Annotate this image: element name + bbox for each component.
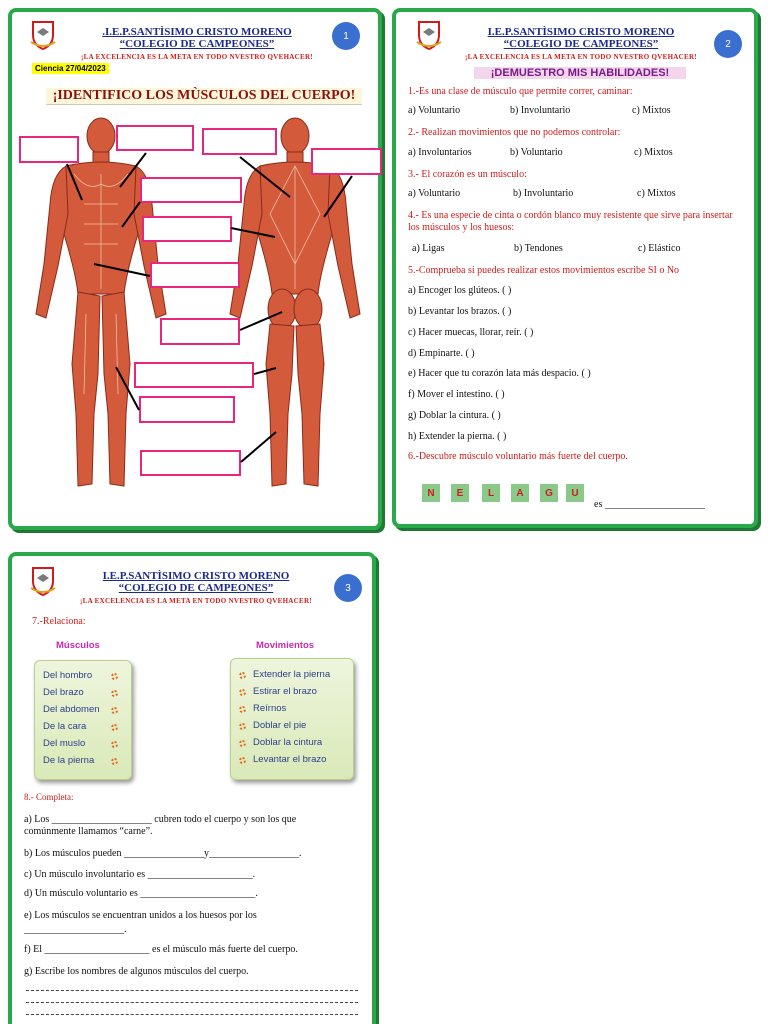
school-crest-icon <box>30 566 56 596</box>
page-title: ¡IDENTIFICO LOS MÙSCULOS DEL CUERPO! <box>46 88 362 105</box>
q5-item[interactable]: f) Mover el intestino. ( ) <box>408 389 505 400</box>
dotted-circle-icon[interactable] <box>111 690 118 697</box>
school-motto: ¡LA EXCELENCIA ES LA META EN TODO NVESTRO QVEHACER! <box>80 597 312 605</box>
dotted-circle-icon[interactable] <box>239 672 246 679</box>
movements-panel <box>230 658 354 780</box>
muscle-item: Del hombro <box>43 670 93 681</box>
scramble-letter: N <box>422 484 440 502</box>
q1-option-c[interactable]: c) Mixtos <box>632 105 671 116</box>
q5-item[interactable]: e) Hacer que tu corazón lata más despacio. ( ) <box>408 368 591 379</box>
movement-item: Doblar la cintura <box>253 737 323 748</box>
dotted-circle-icon[interactable] <box>111 707 118 714</box>
movement-item: Extender la pierna <box>253 669 331 680</box>
school-subtitle: “COLEGIO DE CAMPEONES” <box>118 582 274 594</box>
q5-item[interactable]: c) Hacer muecas, llorar, reír. ( ) <box>408 327 534 338</box>
school-motto: ¡LA EXCELENCIA ES LA META EN TODO NVESTRO QVEHACER! <box>81 53 313 61</box>
q8-item[interactable]: b) Los músculos pueden ________________y__________________. <box>24 848 302 859</box>
question-6: 6.-Descubre músculo voluntario más fuerte del cuerpo. <box>408 451 628 462</box>
dotted-circle-icon[interactable] <box>111 741 118 748</box>
dotted-circle-icon[interactable] <box>239 689 246 696</box>
scramble-letter: L <box>482 484 500 502</box>
answer-dash-line[interactable] <box>26 990 358 991</box>
answer-line[interactable]: es ____________________ <box>594 499 705 510</box>
dotted-circle-icon[interactable] <box>239 757 246 764</box>
muscles-panel <box>34 660 132 780</box>
school-name: I.E.P.SANTÌSIMO CRISTO MORENO <box>487 26 675 38</box>
movements-header: Movimientos <box>256 640 315 651</box>
q5-item[interactable]: d) Empinarte. ( ) <box>408 348 475 359</box>
q1-option-b[interactable]: b) Involuntario <box>510 105 571 116</box>
dotted-circle-icon[interactable] <box>111 758 118 765</box>
q4-option-b[interactable]: b) Tendones <box>514 243 563 254</box>
subject-date: Ciencia 27/04/2023 <box>32 63 109 74</box>
school-name: .I.E.P.SANTÌSIMO CRISTO MORENO <box>102 26 292 38</box>
worksheet-page-1 <box>8 8 382 530</box>
q2-option-b[interactable]: b) Voluntario <box>510 147 563 158</box>
q2-option-c[interactable]: c) Mixtos <box>634 147 673 158</box>
movement-item: Reírnos <box>253 703 287 714</box>
page-title: ¡DEMUESTRO MIS HABILIDADES! <box>474 67 686 79</box>
dotted-circle-icon[interactable] <box>239 740 246 747</box>
q3-option-b[interactable]: b) Involuntario <box>513 188 574 199</box>
q8-item[interactable]: f) El _____________________ es el músculo más fuerte del cuerpo. <box>24 944 298 955</box>
movement-item: Levantar el brazo <box>253 754 327 765</box>
dotted-circle-icon[interactable] <box>111 724 118 731</box>
scramble-letter: E <box>451 484 469 502</box>
dotted-circle-icon[interactable] <box>239 723 246 730</box>
q8-item[interactable]: d) Un músculo voluntario es _______________________. <box>24 888 258 899</box>
question-2: 2.- Realizan movimientos que no podemos controlar: <box>408 127 621 138</box>
scramble-letter: G <box>540 484 558 502</box>
school-subtitle: “COLEGIO DE CAMPEONES” <box>503 38 659 50</box>
question-3: 3.- El corazón es un músculo: <box>408 169 527 180</box>
pointer-lines <box>12 12 382 527</box>
movement-item: Doblar el pie <box>253 720 307 731</box>
page-number-badge: 1 <box>332 22 360 50</box>
school-header <box>64 570 328 607</box>
q2-option-a[interactable]: a) Involuntarios <box>408 147 472 158</box>
question-1: 1.-Es una clase de músculo que permite correr, caminar: <box>408 86 633 97</box>
q5-item[interactable]: h) Extender la pierna. ( ) <box>408 431 507 442</box>
worksheet-page-2 <box>392 8 758 528</box>
school-subtitle: “COLEGIO DE CAMPEONES” <box>119 38 275 50</box>
question-8: 8.- Completa: <box>24 792 74 802</box>
q8-item: comúnmente llamamos “carne”. <box>24 826 153 837</box>
movement-item: Estirar el brazo <box>253 686 317 697</box>
school-name: I.E.P.SANTÌSIMO CRISTO MORENO <box>102 570 290 582</box>
school-motto: ¡LA EXCELENCIA ES LA META EN TODO NVESTRO QVEHACER! <box>465 53 697 61</box>
muscle-item: De la cara <box>43 721 87 732</box>
muscle-item: De la pierna <box>43 755 95 766</box>
q5-item[interactable]: a) Encoger los glúteos. ( ) <box>408 285 512 296</box>
worksheet-page-3 <box>8 552 376 1024</box>
page-number-badge: 3 <box>334 574 362 602</box>
school-header <box>446 26 716 63</box>
dotted-circle-icon[interactable] <box>111 673 118 680</box>
muscle-item: Del muslo <box>43 738 86 749</box>
muscle-item: Del abdomen <box>43 704 100 715</box>
school-crest-icon <box>416 20 442 50</box>
dotted-circle-icon[interactable] <box>239 706 246 713</box>
question-5: 5.-Comprueba si puedes realizar estos movimientos escribe SI o No <box>408 265 680 276</box>
answer-dash-line[interactable] <box>26 1002 358 1003</box>
question-7: 7.-Relaciona: <box>32 616 86 627</box>
q8-item[interactable]: ____________________. <box>24 924 127 935</box>
q8-item: g) Escribe los nombres de algunos músculos del cuerpo. <box>24 966 249 977</box>
q5-item[interactable]: b) Levantar los brazos. ( ) <box>408 306 512 317</box>
page-number-badge: 2 <box>714 30 742 58</box>
q3-option-a[interactable]: a) Voluntario <box>408 188 461 199</box>
question-4: 4.- Es una especie de cinta o cordón blanco muy resistente que sirve para insertar los músculos y los huesos: <box>408 210 733 233</box>
q8-item[interactable]: e) Los músculos se encuentran unidos a los huesos por los <box>24 910 257 921</box>
muscle-item: Del brazo <box>43 687 84 698</box>
muscles-header: Músculos <box>56 640 100 651</box>
answer-dash-line[interactable] <box>26 1014 358 1015</box>
q3-option-c[interactable]: c) Mixtos <box>637 188 676 199</box>
scramble-letter: A <box>511 484 529 502</box>
q5-item[interactable]: g) Doblar la cintura. ( ) <box>408 410 501 421</box>
q4-option-c[interactable]: c) Elástico <box>638 243 681 254</box>
scramble-letter: U <box>566 484 584 502</box>
q8-item[interactable]: c) Un músculo involuntario es _____________________. <box>24 869 256 880</box>
q1-option-a[interactable]: a) Voluntario <box>408 105 461 116</box>
q8-item[interactable]: a) Los ____________________ cubren todo el cuerpo y son los que <box>24 814 297 825</box>
q4-option-a[interactable]: a) Ligas <box>412 243 445 254</box>
